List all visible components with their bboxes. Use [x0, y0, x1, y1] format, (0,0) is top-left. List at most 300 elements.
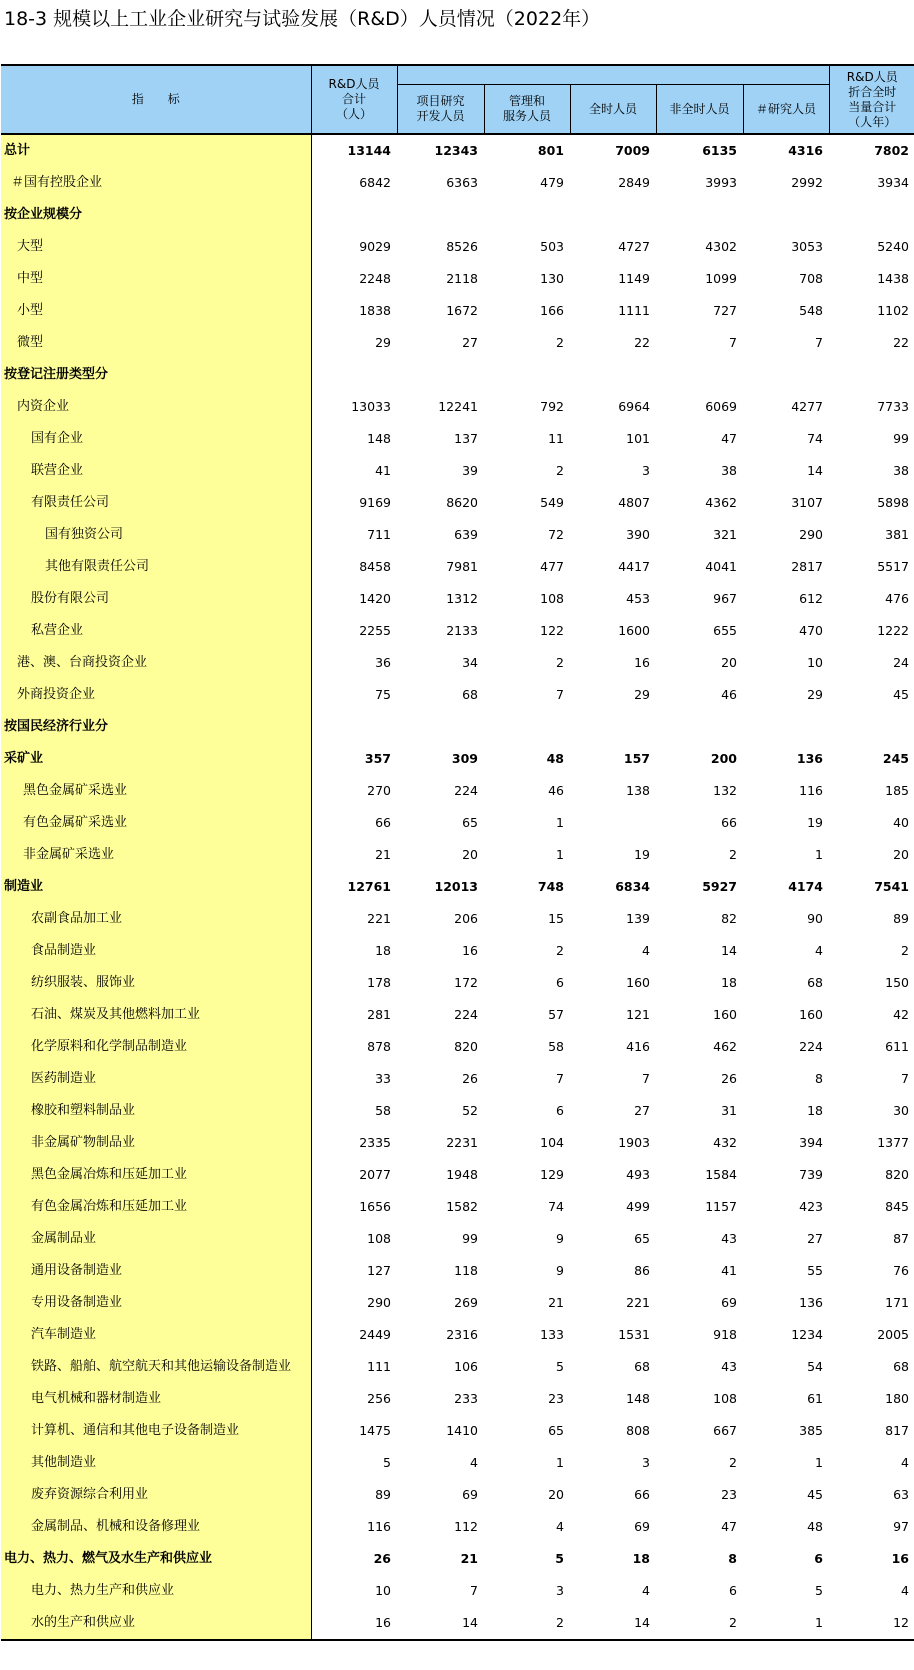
table-row [1, 967, 914, 999]
cell-value [743, 711, 829, 743]
cell-value: 4316 [788, 143, 823, 158]
header-researchers [743, 85, 829, 135]
cell-value: 1438 [877, 271, 909, 286]
cell-value: 1584 [705, 1167, 737, 1182]
cell-value: 6 [556, 975, 564, 990]
cell-value: 118 [454, 1263, 478, 1278]
cell-value: 48 [807, 1519, 823, 1534]
cell-value: 74 [548, 1199, 564, 1214]
cell-value [484, 711, 570, 743]
cell-value: 2 [556, 463, 564, 478]
cell-value: 11 [548, 431, 564, 446]
cell-value: 108 [540, 591, 564, 606]
cell-value: 1157 [705, 1199, 737, 1214]
cell-value: 10 [807, 655, 823, 670]
cell-value: 5927 [702, 879, 737, 894]
cell-value: 8620 [446, 495, 478, 510]
header-researchers-label: ＃研究人员 [755, 101, 816, 116]
cell-value: 1838 [359, 303, 391, 318]
row-indicator: 有限责任公司 [1, 487, 311, 519]
cell-value: 5517 [877, 559, 909, 574]
table-row [1, 327, 914, 359]
cell-value: 160 [713, 1007, 737, 1022]
row-indicator: 采矿业 [1, 743, 311, 775]
cell-value: 90 [807, 911, 823, 926]
cell-value: 57 [548, 1007, 564, 1022]
cell-value: 52 [462, 1103, 478, 1118]
row-indicator: 总计 [1, 134, 311, 167]
cell-value [311, 359, 397, 391]
cell-value: 12013 [434, 879, 478, 894]
cell-value: 21 [460, 1551, 478, 1566]
table-row [1, 775, 914, 807]
cell-value: 6964 [618, 399, 650, 414]
cell-value: 820 [454, 1039, 478, 1054]
cell-value: 224 [454, 1007, 478, 1022]
cell-value: 667 [713, 1423, 737, 1438]
cell-value: 9029 [359, 239, 391, 254]
header-fte-line3: 当量合计 [848, 99, 897, 114]
table-row [1, 743, 914, 775]
cell-value: 7 [470, 1583, 478, 1598]
cell-value: 499 [626, 1199, 650, 1214]
cell-value: 3 [556, 1583, 564, 1598]
cell-value: 6069 [705, 399, 737, 414]
cell-value: 166 [540, 303, 564, 318]
cell-value [743, 359, 829, 391]
cell-value: 14 [397, 1607, 484, 1640]
cell-value: 29 [375, 335, 391, 350]
cell-value: 106 [454, 1359, 478, 1374]
cell-value: 22 [634, 335, 650, 350]
table-row [1, 1255, 914, 1287]
cell-value: 470 [799, 623, 823, 638]
cell-value [484, 359, 570, 391]
header-management-line1: 管理和 [508, 94, 545, 108]
cell-value: 224 [799, 1039, 823, 1054]
cell-value: 1312 [446, 591, 478, 606]
cell-value: 4362 [705, 495, 737, 510]
cell-value: 30 [893, 1103, 909, 1118]
header-project-rd-line1: 项目研究 [416, 94, 465, 108]
cell-value: 2449 [359, 1327, 391, 1342]
cell-value: 148 [367, 431, 391, 446]
cell-value: 4 [642, 943, 650, 958]
table-row [1, 1031, 914, 1063]
cell-value: 2 [556, 655, 564, 670]
cell-value: 7009 [615, 143, 650, 158]
cell-value: 47 [721, 431, 737, 446]
cell-value: 4 [642, 1583, 650, 1598]
table-row [1, 1319, 914, 1351]
cell-value: 38 [721, 463, 737, 478]
cell-value: 69 [462, 1487, 478, 1502]
cell-value: 9169 [359, 495, 391, 510]
cell-value: 133 [540, 1327, 564, 1342]
cell-value: 34 [462, 655, 478, 670]
cell-value: 7 [815, 335, 823, 350]
cell-value: 7541 [874, 879, 909, 894]
cell-value: 381 [885, 527, 909, 542]
cell-value: 6834 [615, 879, 650, 894]
cell-value: 1903 [618, 1135, 650, 1150]
cell-value: 27 [807, 1231, 823, 1246]
cell-value: 2 [901, 943, 909, 958]
cell-value: 108 [713, 1391, 737, 1406]
cell-value: 8 [728, 1551, 737, 1566]
cell-value: 1149 [618, 271, 650, 286]
cell-value: 423 [799, 1199, 823, 1214]
cell-value: 26 [721, 1071, 737, 1086]
row-indicator: 通用设备制造业 [1, 1255, 311, 1287]
cell-value: 9 [556, 1231, 564, 1246]
cell-value: 74 [807, 431, 823, 446]
cell-value [656, 359, 743, 391]
cell-value: 112 [454, 1519, 478, 1534]
row-indicator: 国有独资公司 [1, 519, 311, 551]
cell-value: 2 [729, 847, 737, 862]
cell-value: 1948 [446, 1167, 478, 1182]
cell-value: 639 [454, 527, 478, 542]
cell-value: 6363 [446, 175, 478, 190]
cell-value: 43 [721, 1359, 737, 1374]
cell-value [570, 711, 656, 743]
cell-value: 416 [626, 1039, 650, 1054]
cell-value: 3107 [791, 495, 823, 510]
cell-value: 76 [893, 1263, 909, 1278]
cell-value: 12343 [434, 143, 478, 158]
cell-value: 66 [721, 815, 737, 830]
header-rd-total-line1: R&D人员 [328, 77, 380, 91]
table-row [1, 1383, 914, 1415]
cell-value: 3993 [705, 175, 737, 190]
cell-value: 7 [556, 1071, 564, 1086]
cell-value: 61 [807, 1391, 823, 1406]
header-management-line2: 服务人员 [502, 109, 551, 123]
cell-value: 269 [454, 1295, 478, 1310]
header-rd-total-line2: 合计 [341, 92, 366, 106]
cell-value: 132 [713, 783, 737, 798]
table-row [1, 519, 914, 551]
cell-value: 5 [556, 1359, 564, 1374]
cell-value: 2 [556, 943, 564, 958]
header-fte-total [829, 65, 914, 134]
cell-value: 55 [807, 1263, 823, 1278]
row-indicator: 按登记注册类型分 [1, 359, 311, 391]
table-row [1, 1447, 914, 1479]
cell-value: 7 [556, 687, 564, 702]
cell-value: 26 [462, 1071, 478, 1086]
cell-value: 23 [721, 1487, 737, 1502]
cell-value: 224 [454, 783, 478, 798]
cell-value: 14 [807, 463, 823, 478]
cell-value: 48 [546, 751, 564, 766]
cell-value: 72 [548, 527, 564, 542]
cell-value: 20 [893, 847, 909, 862]
row-indicator: 电力、热力生产和供应业 [1, 1575, 311, 1607]
cell-value: 20 [548, 1487, 564, 1502]
row-indicator: 外商投资企业 [1, 679, 311, 711]
cell-value: 290 [799, 527, 823, 542]
cell-value: 967 [713, 591, 737, 606]
header-management [484, 85, 570, 135]
cell-value: 2817 [791, 559, 823, 574]
row-indicator: 金属制品业 [1, 1223, 311, 1255]
cell-value: 2005 [877, 1327, 909, 1342]
cell-value: 42 [893, 1007, 909, 1022]
table-row [1, 1415, 914, 1447]
header-project-rd [397, 85, 484, 135]
cell-value: 20 [462, 847, 478, 862]
cell-value: 792 [540, 399, 564, 414]
cell-value: 18 [632, 1551, 650, 1566]
cell-value: 918 [713, 1327, 737, 1342]
cell-value: 281 [367, 1007, 391, 1022]
table-row [1, 199, 914, 231]
table-row [1, 1127, 914, 1159]
cell-value: 200 [710, 751, 737, 766]
row-indicator: 非金属矿采选业 [1, 839, 311, 871]
header-fte-line1: R&D人员 [846, 69, 898, 84]
row-indicator: 大型 [1, 231, 311, 263]
table-row [1, 647, 914, 679]
row-indicator: 电气机械和器材制造业 [1, 1383, 311, 1415]
cell-value: 2992 [791, 175, 823, 190]
cell-value: 150 [885, 975, 909, 990]
table-row [1, 1479, 914, 1511]
row-indicator: 纺织服装、服饰业 [1, 967, 311, 999]
cell-value: 9 [556, 1263, 564, 1278]
cell-value: 808 [626, 1423, 650, 1438]
cell-value: 26 [373, 1551, 391, 1566]
cell-value: 1410 [446, 1423, 478, 1438]
row-indicator: 中型 [1, 263, 311, 295]
cell-value: 16 [311, 1607, 397, 1640]
cell-value: 4 [470, 1455, 478, 1470]
cell-value: 2255 [359, 623, 391, 638]
cell-value: 47 [721, 1519, 737, 1534]
row-indicator: 水的生产和供应业 [1, 1607, 311, 1640]
cell-value: 45 [893, 687, 909, 702]
cell-value: 612 [799, 591, 823, 606]
cell-value: 2 [556, 335, 564, 350]
cell-value: 130 [540, 271, 564, 286]
table-row [1, 1543, 914, 1575]
cell-value: 15 [548, 911, 564, 926]
cell-value: 16 [462, 943, 478, 958]
table-row [1, 1575, 914, 1607]
cell-value: 82 [721, 911, 737, 926]
cell-value: 357 [364, 751, 391, 766]
cell-value: 63 [893, 1487, 909, 1502]
cell-value: 12241 [438, 399, 478, 414]
cell-value: 2231 [446, 1135, 478, 1150]
cell-value: 31 [721, 1103, 737, 1118]
cell-value: 453 [626, 591, 650, 606]
cell-value: 13144 [347, 143, 391, 158]
cell-value: 185 [885, 783, 909, 798]
cell-value: 43 [721, 1231, 737, 1246]
cell-value: 727 [713, 303, 737, 318]
cell-value: 4277 [791, 399, 823, 414]
cell-value: 548 [799, 303, 823, 318]
cell-value: 58 [548, 1039, 564, 1054]
cell-value: 7802 [874, 143, 909, 158]
row-indicator: 内资企业 [1, 391, 311, 423]
cell-value: 270 [367, 783, 391, 798]
cell-value: 101 [626, 431, 650, 446]
row-indicator: 非金属矿物制品业 [1, 1127, 311, 1159]
cell-value: 1 [556, 1455, 564, 1470]
cell-value: 4302 [705, 239, 737, 254]
cell-value: 89 [375, 1487, 391, 1502]
cell-value: 4 [556, 1519, 564, 1534]
cell-value: 18 [721, 975, 737, 990]
cell-value: 36 [375, 655, 391, 670]
header-indicator-label: 指 标 [131, 92, 180, 106]
cell-value: 4041 [705, 559, 737, 574]
cell-value: 39 [462, 463, 478, 478]
row-indicator: 电力、热力、燃气及水生产和供应业 [1, 1543, 311, 1575]
row-indicator: 其他有限责任公司 [1, 551, 311, 583]
cell-value: 4417 [618, 559, 650, 574]
cell-value: 178 [367, 975, 391, 990]
row-indicator: 专用设备制造业 [1, 1287, 311, 1319]
cell-value: 4 [901, 1455, 909, 1470]
cell-value: 29 [807, 687, 823, 702]
cell-value: 148 [626, 1391, 650, 1406]
cell-value: 1377 [877, 1135, 909, 1150]
cell-value: 385 [799, 1423, 823, 1438]
row-indicator: 按国民经济行业分 [1, 711, 311, 743]
row-indicator: 按企业规模分 [1, 199, 311, 231]
header-fulltime-label: 全时人员 [588, 101, 637, 116]
cell-value: 116 [799, 783, 823, 798]
cell-value: 711 [367, 527, 391, 542]
header-rd-total-line3: （人） [335, 107, 372, 121]
header-fulltime [570, 85, 656, 135]
cell-value: 1475 [359, 1423, 391, 1438]
cell-value: 5 [555, 1551, 564, 1566]
cell-value: 18 [807, 1103, 823, 1118]
cell-value: 309 [451, 751, 478, 766]
cell-value: 65 [634, 1231, 650, 1246]
cell-value [829, 711, 914, 743]
cell-value: 476 [885, 591, 909, 606]
cell-value: 58 [375, 1103, 391, 1118]
cell-value: 1672 [446, 303, 478, 318]
cell-value: 748 [537, 879, 564, 894]
cell-value: 1111 [618, 303, 650, 318]
cell-value: 801 [537, 143, 564, 158]
cell-value: 66 [375, 815, 391, 830]
cell-value: 180 [885, 1391, 909, 1406]
table-row [1, 455, 914, 487]
table-row [1, 1287, 914, 1319]
table-row [1, 295, 914, 327]
cell-value: 21 [548, 1295, 564, 1310]
table-row [1, 679, 914, 711]
table-row [1, 999, 914, 1031]
cell-value: 1 [815, 1455, 823, 1470]
row-indicator: 黑色金属矿采选业 [1, 775, 311, 807]
cell-value: 479 [540, 175, 564, 190]
cell-value: 477 [540, 559, 564, 574]
page-title: 18-3 规模以上工业企业研究与试验发展（R&D）人员情况（2022年） [4, 8, 601, 30]
table-body [1, 134, 914, 1640]
cell-value: 7 [729, 335, 737, 350]
cell-value: 6 [729, 1583, 737, 1598]
cell-value: 104 [540, 1135, 564, 1150]
header-parttime [656, 85, 743, 135]
cell-value: 321 [713, 527, 737, 542]
cell-value: 4 [901, 1583, 909, 1598]
rd-personnel-table [1, 64, 914, 1641]
cell-value: 3934 [877, 175, 909, 190]
row-indicator: 制造业 [1, 871, 311, 903]
cell-value: 6 [814, 1551, 823, 1566]
cell-value [570, 359, 656, 391]
cell-value: 160 [799, 1007, 823, 1022]
table-row [1, 263, 914, 295]
cell-value: 23 [548, 1391, 564, 1406]
cell-value: 1 [743, 1607, 829, 1640]
cell-value: 4807 [618, 495, 650, 510]
row-indicator: 有色金属矿采选业 [1, 807, 311, 839]
table-row [1, 551, 914, 583]
row-indicator: 橡胶和塑料制品业 [1, 1095, 311, 1127]
table-row [1, 391, 914, 423]
cell-value: 20 [721, 655, 737, 670]
cell-value: 7733 [877, 399, 909, 414]
cell-value: 69 [721, 1295, 737, 1310]
table-row [1, 935, 914, 967]
cell-value: 2 [656, 1607, 743, 1640]
table-row [1, 487, 914, 519]
cell-value: 27 [634, 1103, 650, 1118]
cell-value: 68 [893, 1359, 909, 1374]
cell-value: 3 [642, 1455, 650, 1470]
cell-value: 221 [626, 1295, 650, 1310]
cell-value: 157 [623, 751, 650, 766]
cell-value: 171 [885, 1295, 909, 1310]
table-row [1, 1351, 914, 1383]
cell-value: 12761 [347, 879, 391, 894]
cell-value: 7 [642, 1071, 650, 1086]
cell-value: 245 [882, 751, 909, 766]
table-row [1, 1511, 914, 1543]
cell-value: 99 [462, 1231, 478, 1246]
cell-value: 878 [367, 1039, 391, 1054]
cell-value: 817 [885, 1423, 909, 1438]
header-fte-line2: 折合全时 [848, 84, 897, 99]
cell-value: 2077 [359, 1167, 391, 1182]
header-parttime-label: 非全时人员 [669, 101, 730, 116]
cell-value: 45 [807, 1487, 823, 1502]
header-indicator [1, 65, 311, 134]
cell-value: 127 [367, 1263, 391, 1278]
table-row [1, 423, 914, 455]
cell-value: 394 [799, 1135, 823, 1150]
cell-value: 136 [799, 1295, 823, 1310]
row-indicator: 化学原料和化学制品制造业 [1, 1031, 311, 1063]
cell-value: 86 [634, 1263, 650, 1278]
cell-value [656, 711, 743, 743]
cell-value: 3 [642, 463, 650, 478]
cell-value: 65 [462, 815, 478, 830]
cell-value: 6135 [702, 143, 737, 158]
cell-value: 7 [901, 1071, 909, 1086]
